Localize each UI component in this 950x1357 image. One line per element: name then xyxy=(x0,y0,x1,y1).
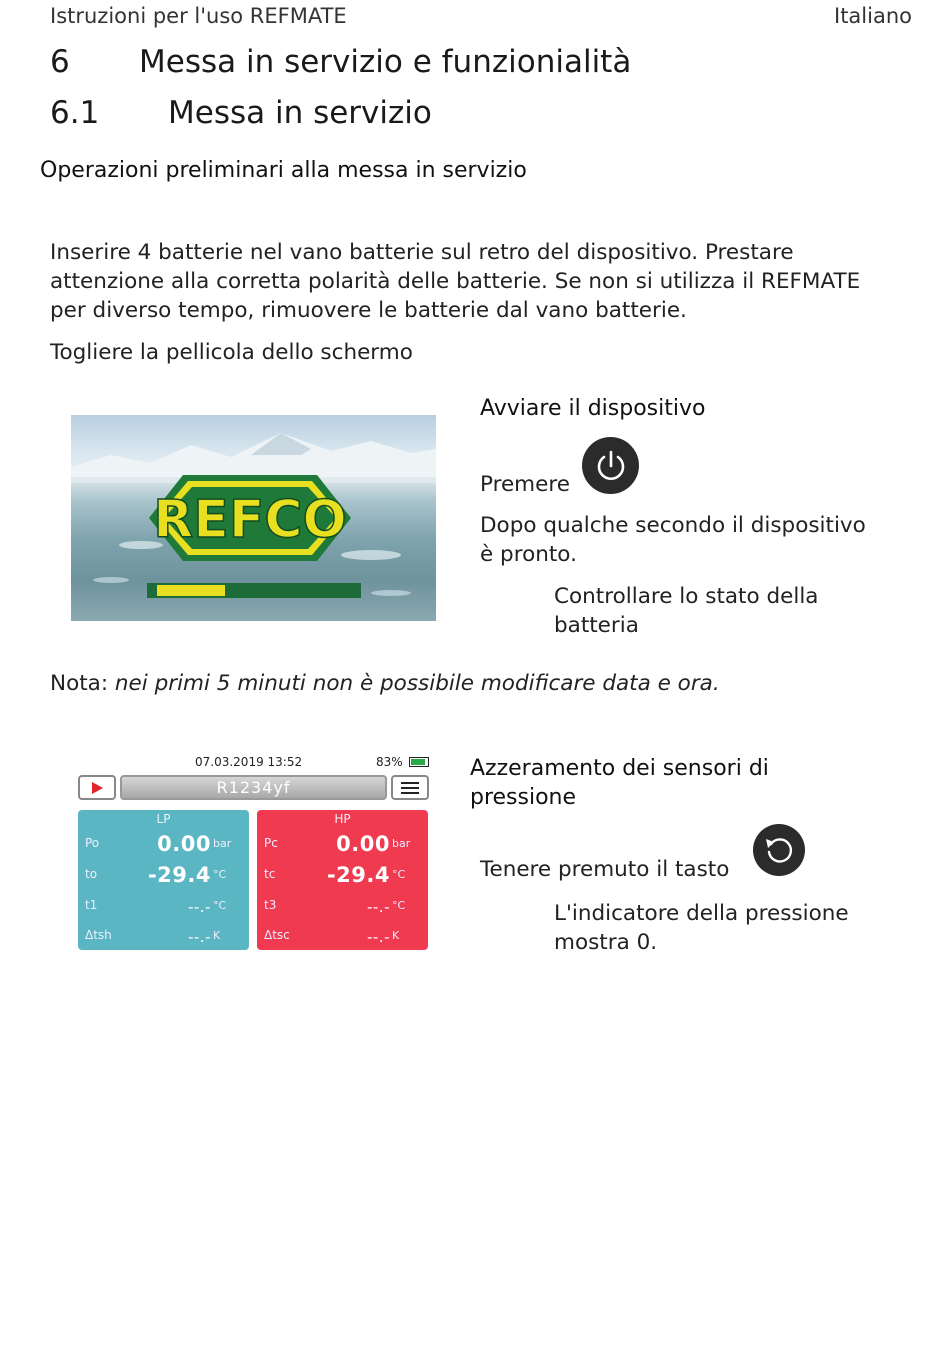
note xyxy=(50,669,720,698)
zero-heading-line: Azzeramento dei sensori di xyxy=(470,756,769,781)
doc-header-language: Italiano xyxy=(834,4,912,28)
zero-heading xyxy=(470,754,769,812)
ready-text-line: è pronto. xyxy=(480,542,577,567)
lp-row-value: 0.00 xyxy=(157,832,211,856)
battery-check-text xyxy=(554,582,818,640)
lp-row-unit: °C xyxy=(213,899,227,912)
lp-row-value: --.- xyxy=(187,928,211,946)
play-icon xyxy=(90,781,104,795)
device-battery-icon xyxy=(409,757,429,767)
splash-screen-image xyxy=(71,415,436,621)
section-number: 6 xyxy=(50,44,70,80)
hp-row-unit: °C xyxy=(392,899,406,912)
lp-row-label: to xyxy=(85,867,98,881)
hp-title: HP xyxy=(334,812,351,826)
power-icon xyxy=(582,437,639,494)
lp-row xyxy=(78,924,249,952)
lp-row-unit: K xyxy=(213,929,221,942)
zero-result-line: L'indicatore della pressione xyxy=(554,901,849,926)
prelim-heading: Operazioni preliminari alla messa in servizio xyxy=(40,158,527,183)
hp-row xyxy=(257,863,428,891)
hp-row xyxy=(257,894,428,922)
menu-icon xyxy=(391,775,429,800)
battery-paragraph-line: Inserire 4 batterie nel vano batterie sul retro del dispositivo. Prestare xyxy=(50,240,794,265)
hp-row-label: Pc xyxy=(264,836,278,850)
zero-result-text xyxy=(554,899,849,957)
subsection-title: Messa in servizio xyxy=(168,95,432,131)
ready-text-line: Dopo qualche secondo il dispositivo xyxy=(480,513,866,538)
hp-row xyxy=(257,924,428,952)
device-refrigerant: R1234yf xyxy=(120,775,387,800)
hp-row-label: t3 xyxy=(264,898,277,912)
press-text: Premere xyxy=(480,472,570,497)
lp-row-value: -29.4 xyxy=(147,863,211,887)
ready-text xyxy=(480,511,866,569)
lp-row-label: Po xyxy=(85,836,100,850)
note-label: Nota: xyxy=(50,671,109,696)
splash-scene xyxy=(71,415,436,621)
doc-header-title: Istruzioni per l'uso REFMATE xyxy=(50,4,347,28)
start-heading: Avviare il dispositivo xyxy=(480,396,706,421)
refco-logo-text: REFCO xyxy=(153,490,347,550)
device-datetime: 07.03.2019 13:52 xyxy=(195,755,303,769)
subsection-number: 6.1 xyxy=(50,95,100,131)
reset-icon xyxy=(753,824,805,876)
lp-row xyxy=(78,832,249,860)
section-title: Messa in servizio e funzionialità xyxy=(139,44,632,80)
splash-progress-fill xyxy=(157,585,225,596)
lp-row xyxy=(78,894,249,922)
zero-result-line: mostra 0. xyxy=(554,930,658,955)
device-play-button xyxy=(78,775,116,800)
battery-paragraph-line: attenzione alla corretta polarità delle batterie. Se non si utilizza il REFMATE xyxy=(50,269,861,294)
lp-title: LP xyxy=(156,812,171,826)
lp-row-label: Δtsh xyxy=(85,928,112,942)
film-paragraph: Togliere la pellicola dello schermo xyxy=(50,340,413,365)
hp-row xyxy=(257,832,428,860)
lp-row-value: --.- xyxy=(187,898,211,916)
note-text: nei primi 5 minuti non è possibile modificare data e ora. xyxy=(108,671,720,696)
battery-check-line: batteria xyxy=(554,613,639,638)
battery-paragraph xyxy=(50,238,860,325)
hp-row-unit: °C xyxy=(392,868,406,881)
battery-paragraph-line: per diverso tempo, rimuovere le batterie dal vano batterie. xyxy=(50,298,687,323)
hold-text: Tenere premuto il tasto xyxy=(480,857,730,882)
hp-row-label: tc xyxy=(264,867,276,881)
hp-row-value: --.- xyxy=(366,898,390,916)
lp-row-unit: °C xyxy=(213,868,227,881)
device-battery-percent: 83% xyxy=(376,755,403,769)
hp-row-unit: bar xyxy=(392,837,411,850)
lp-row-unit: bar xyxy=(213,837,232,850)
hp-row-unit: K xyxy=(392,929,400,942)
lp-row-label: t1 xyxy=(85,898,98,912)
lp-row xyxy=(78,863,249,891)
hp-row-label: Δtsc xyxy=(264,928,290,942)
battery-check-line: Controllare lo stato della xyxy=(554,584,819,609)
device-screen-image xyxy=(78,752,430,952)
hp-row-value: 0.00 xyxy=(336,832,390,856)
lp-panel xyxy=(78,810,249,950)
zero-heading-line: pressione xyxy=(470,785,577,810)
hp-panel xyxy=(257,810,428,950)
hp-row-value: --.- xyxy=(366,928,390,946)
hp-row-value: -29.4 xyxy=(326,863,390,887)
